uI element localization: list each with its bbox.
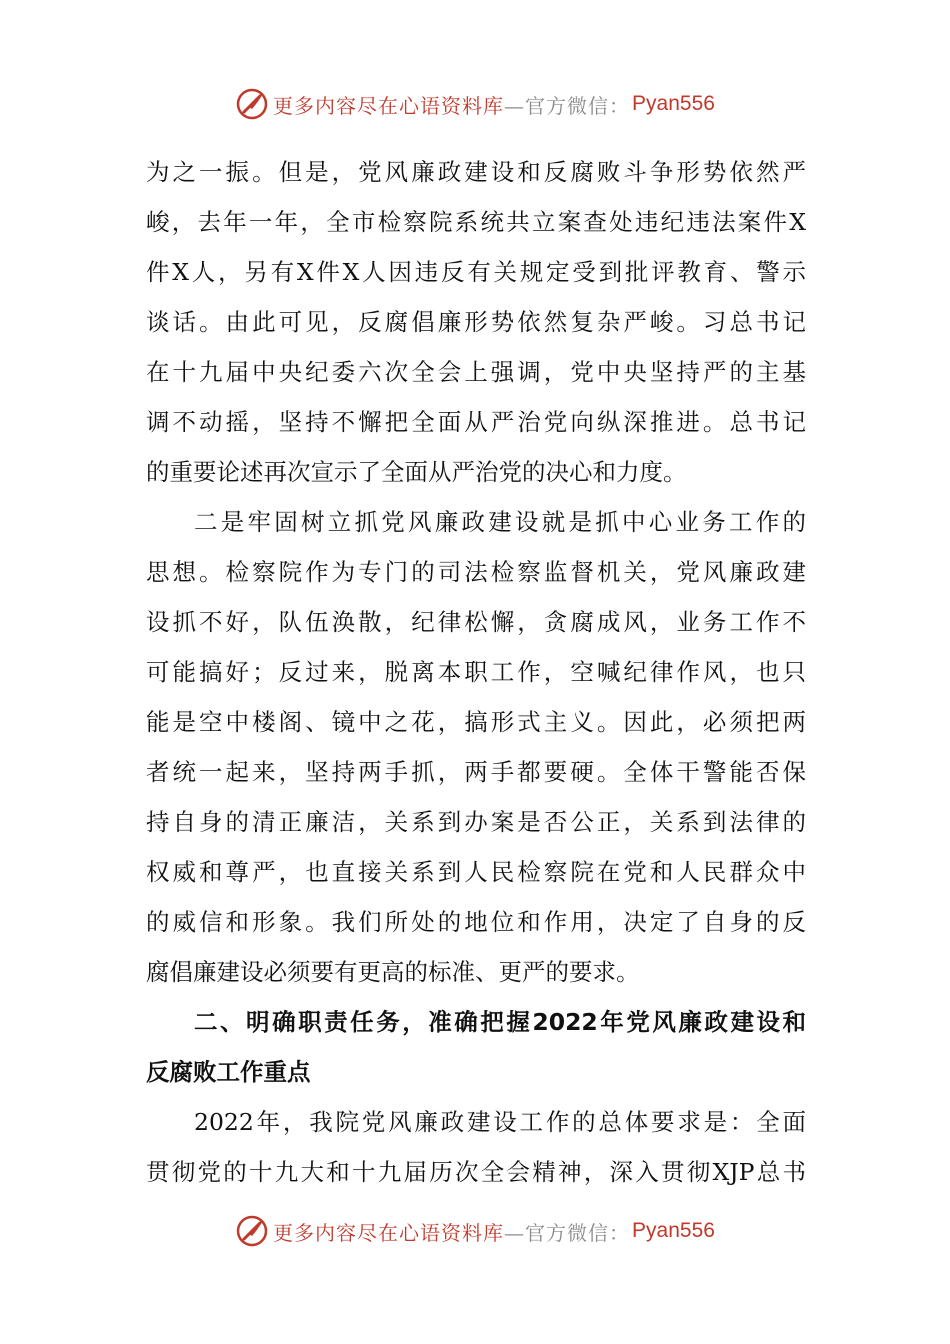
text-line: 调不动摇，坚持不懈把全面从严治党向纵深推进。总书记 bbox=[146, 408, 806, 436]
text-line: 可能搞好；反过来，脱离本职工作，空喊纪律作风，也只 bbox=[146, 658, 806, 686]
text-line: 谈话。由此可见，反腐倡廉形势依然复杂严峻。习总书记 bbox=[146, 308, 806, 336]
section-heading: 反腐败工作重点 bbox=[146, 1058, 311, 1086]
text-line: 腐倡廉建设必须要有更高的标准、更严的要求。 bbox=[146, 958, 640, 986]
text-line: 的重要论述再次宣示了全面从严治党的决心和力度。 bbox=[146, 458, 687, 486]
footer-watermark bbox=[0, 1211, 950, 1251]
text-line: 设抓不好，队伍涣散，纪律松懈，贪腐成风，业务工作不 bbox=[146, 608, 806, 636]
watermark-red-text: 更多内容尽在心语资料库 bbox=[273, 93, 505, 118]
watermark-gray-text: —官方微信： bbox=[504, 93, 631, 118]
text-line: 权威和尊严，也直接关系到人民检察院在党和人民群众中 bbox=[146, 858, 806, 886]
watermark-gray-text: —官方微信： bbox=[504, 1220, 631, 1245]
text-line: 思想。检察院作为专门的司法检察监督机关，党风廉政建 bbox=[146, 558, 806, 586]
text-line: 能是空中楼阁、镜中之花，搞形式主义。因此，必须把两 bbox=[146, 708, 806, 736]
text-line: 峻，去年一年，全市检察院系统共立案查处违纪违法案件X bbox=[146, 208, 806, 236]
text-line: 二是牢固树立抓党风廉政建设就是抓中心业务工作的 bbox=[194, 508, 806, 536]
text-line: 为之一振。但是，党风廉政建设和反腐败斗争形势依然严 bbox=[146, 158, 806, 186]
text-line: 2022年，我院党风廉政建设工作的总体要求是：全面 bbox=[194, 1108, 806, 1136]
watermark-wechat-id: Pyan556 bbox=[632, 92, 715, 115]
text-line: 持自身的清正廉洁，关系到办案是否公正，关系到法律的 bbox=[146, 808, 806, 836]
document-body bbox=[146, 147, 806, 1197]
text-line: 的威信和形象。我们所处的地位和作用，决定了自身的反 bbox=[146, 908, 806, 936]
watermark-wechat-id: Pyan556 bbox=[632, 1219, 715, 1242]
text-line: 在十九届中央纪委六次全会上强调，党中央坚持严的主基 bbox=[146, 358, 806, 386]
text-line: 贯彻党的十九大和十九届历次全会精神，深入贯彻XJP总书 bbox=[146, 1158, 806, 1186]
quill-logo-icon bbox=[235, 1214, 269, 1248]
section-heading: 二、明确职责任务，准确把握2022年党风廉政建设和 bbox=[194, 1008, 806, 1036]
watermark-red-text: 更多内容尽在心语资料库 bbox=[273, 1220, 505, 1245]
header-watermark bbox=[0, 84, 950, 124]
text-line: 者统一起来，坚持两手抓，两手都要硬。全体干警能否保 bbox=[146, 758, 806, 786]
quill-logo-icon bbox=[235, 87, 269, 121]
text-line: 件X人，另有X件X人因违反有关规定受到批评教育、警示 bbox=[146, 258, 806, 286]
